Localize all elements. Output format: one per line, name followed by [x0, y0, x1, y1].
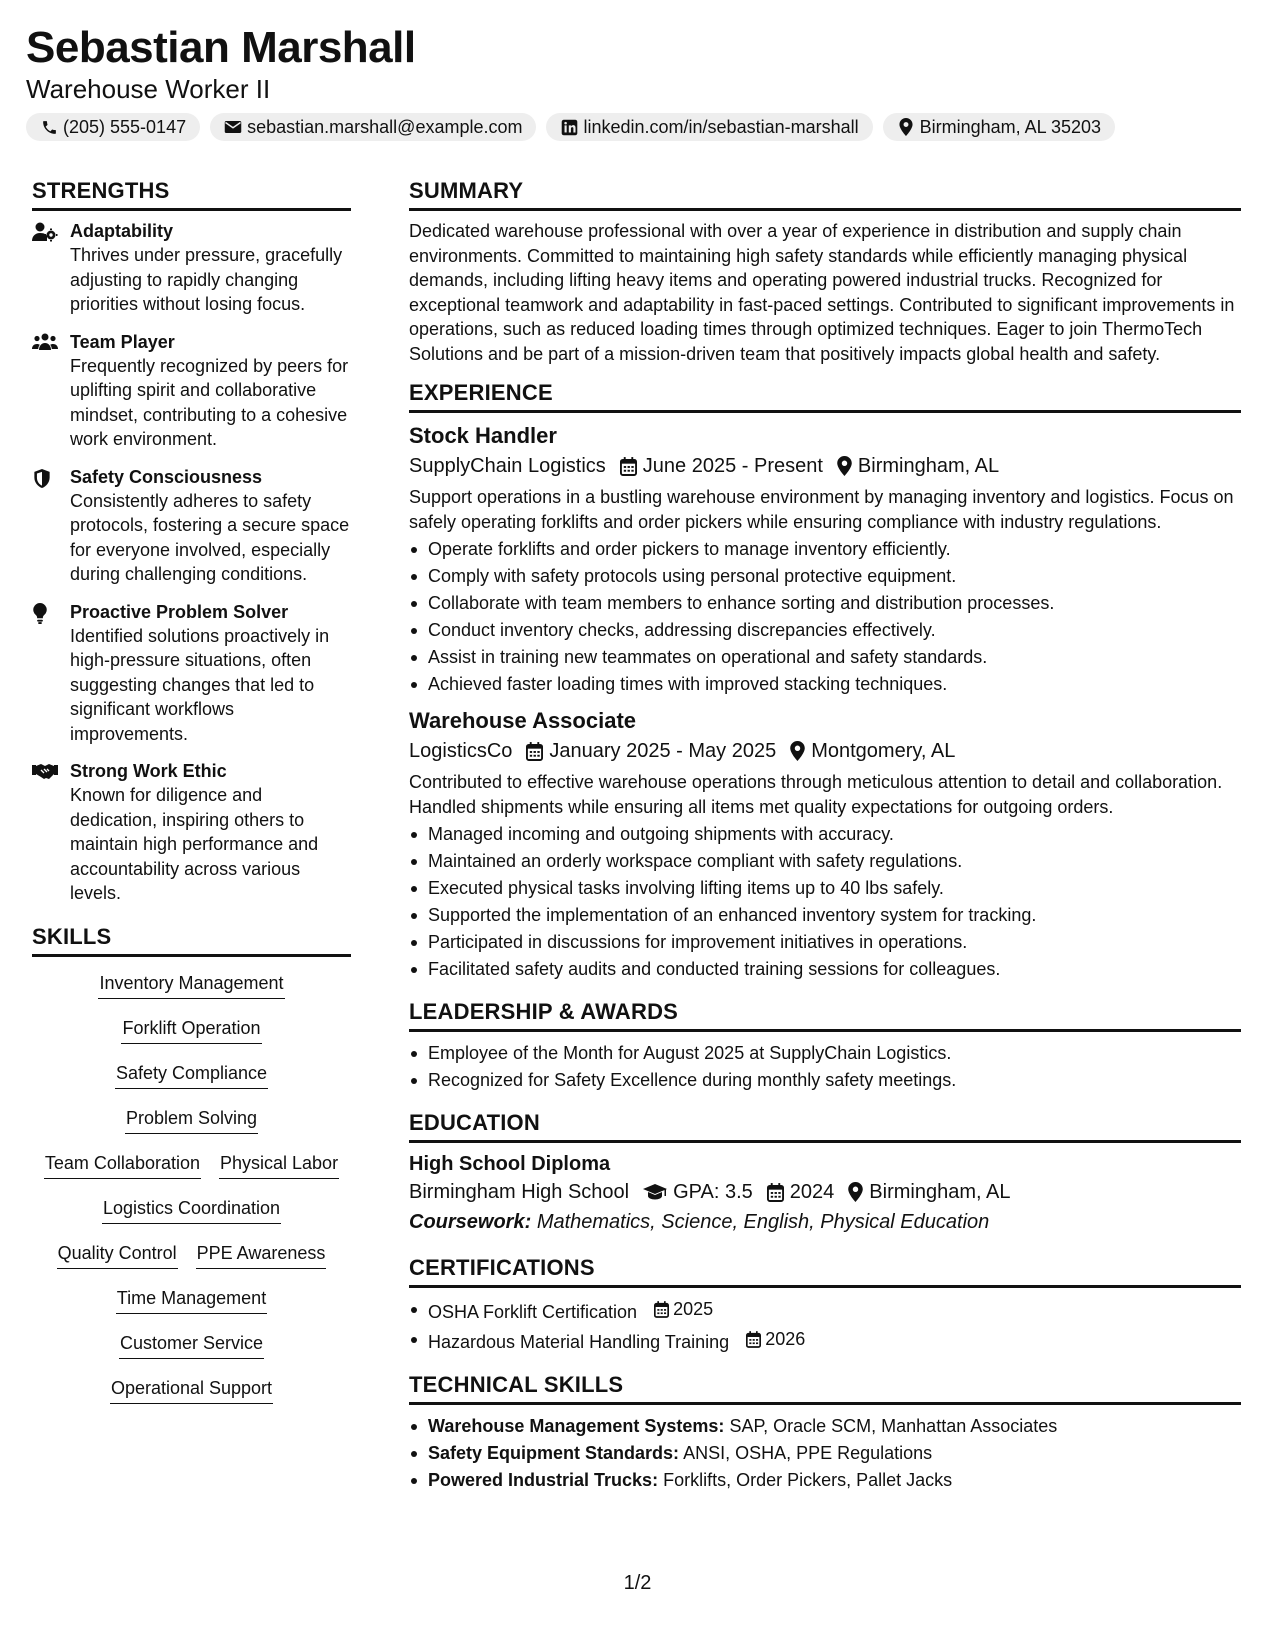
email-contact[interactable]: [210, 113, 536, 141]
gpa-text: GPA: 3.5: [673, 1181, 753, 1203]
degree-name: High School Diploma: [409, 1153, 611, 1175]
page-number: 1/2: [623, 1572, 652, 1594]
education-meta: [409, 1177, 1241, 1207]
calendar-icon: [654, 1301, 669, 1318]
calendar-icon: [620, 457, 637, 476]
strength-name: Adaptability: [70, 221, 174, 241]
list-item: Operate forklifts and order pickers to manage inventory efficiently.: [409, 536, 1241, 563]
coursework-list: Mathematics, Science, English, Physical Education: [536, 1211, 990, 1233]
calendar-icon: [526, 742, 543, 761]
skill-tag: Problem Solving: [125, 1106, 258, 1134]
skill-tag: Inventory Management: [98, 971, 284, 999]
skill-tag: Safety Compliance: [115, 1061, 268, 1089]
technical-skills-list: [409, 1413, 1241, 1494]
list-item: [409, 1440, 1241, 1467]
list-item: Collaborate with team members to enhance sorting and distribution processes.: [409, 590, 1241, 617]
strength-description: Thrives under pressure, gracefully adjusting to rapidly changing priorities without losing focus.: [70, 245, 343, 314]
list-item: [409, 1413, 1241, 1440]
tech-skill-value: SAP, Oracle SCM, Manhattan Associates: [729, 1416, 1058, 1436]
graduation-year: 2024: [789, 1181, 835, 1203]
strength-description: Known for diligence and dedication, inspiring others to maintain high performance and accountability across various levels.: [70, 785, 319, 903]
skill-tag: Team Collaboration: [44, 1151, 201, 1179]
graduation-cap-icon: [643, 1183, 667, 1201]
list-item: Supported the implementation of an enhanced inventory system for tracking.: [409, 902, 1241, 929]
company-name: LogisticsCo: [409, 740, 513, 762]
list-item: Conduct inventory checks, addressing discrepancies effectively.: [409, 617, 1241, 644]
school-name: Birmingham High School: [409, 1181, 630, 1203]
location-text: Birmingham, AL 35203: [919, 116, 1102, 137]
list-item: Achieved faster loading times with improved stacking techniques.: [409, 671, 1241, 698]
list-item: Executed physical tasks involving lifting items up to 40 lbs safely.: [409, 875, 1241, 902]
leadership-list: [409, 1040, 1241, 1094]
job-meta: [409, 736, 1241, 766]
company-name: SupplyChain Logistics: [409, 455, 606, 477]
job-description: Contributed to effective warehouse operations through meticulous attention to detail and collaboration. Handled shipments while ensuring all items met quality expectations for outgoing orders.: [409, 772, 1223, 817]
job-meta: [409, 451, 1241, 481]
phone-contact[interactable]: [26, 113, 200, 141]
strength-item: [32, 759, 351, 906]
skill-tag: Physical Labor: [219, 1151, 339, 1179]
tech-skill-value: ANSI, OSHA, PPE Regulations: [683, 1443, 933, 1463]
tech-skill-label: Warehouse Management Systems:: [428, 1416, 725, 1436]
list-item: [409, 1296, 1241, 1326]
linkedin-contact[interactable]: [546, 113, 872, 141]
strength-name: Team Player: [70, 331, 175, 352]
envelope-icon: [224, 118, 242, 136]
linkedin-text: linkedin.com/in/sebastian-marshall: [583, 116, 859, 137]
strength-name: Strong Work Ethic: [70, 761, 227, 781]
experience-heading: EXPERIENCE: [409, 378, 1241, 413]
map-pin-icon: [897, 118, 915, 136]
map-pin-icon: [837, 456, 852, 476]
job-bullets: [409, 536, 1241, 698]
list-item: [409, 1326, 1241, 1356]
skill-tag: Forklift Operation: [121, 1016, 261, 1044]
strength-item: [32, 219, 351, 317]
skills-list: [32, 965, 351, 1415]
strength-name: Proactive Problem Solver: [70, 601, 289, 622]
right-column: [409, 176, 1241, 1494]
handshake-icon: [32, 759, 70, 906]
tech-skill-label: Powered Industrial Trucks:: [428, 1470, 659, 1490]
certification-year: 2025: [673, 1299, 714, 1319]
job-bullets: [409, 821, 1241, 983]
user-gear-icon: [32, 219, 70, 317]
job-title: Stock Handler: [409, 423, 557, 448]
certifications-heading: CERTIFICATIONS: [409, 1253, 1241, 1288]
calendar-icon: [767, 1183, 784, 1202]
list-item: Participated in discussions for improvement initiatives in operations.: [409, 929, 1241, 956]
map-pin-icon: [848, 1182, 863, 1202]
phone-text: (205) 555-0147: [63, 116, 187, 137]
strength-description: Consistently adheres to safety protocols, fostering a secure space for everyone involved, especially during challenging conditions.: [70, 490, 350, 584]
left-column: [32, 176, 351, 1415]
certification-name: Hazardous Material Handling Training: [428, 1332, 730, 1352]
strength-item: [32, 465, 351, 587]
list-item: [409, 1467, 1241, 1494]
phone-icon: [40, 118, 58, 136]
job-dates: January 2025 - May 2025: [549, 740, 777, 762]
candidate-title: Warehouse Worker II: [26, 74, 271, 104]
job-entry: [409, 706, 1241, 983]
coursework-label: Coursework:: [409, 1211, 532, 1233]
linkedin-icon: [560, 118, 578, 136]
list-item: Maintained an orderly workspace compliant with safety regulations.: [409, 848, 1241, 875]
skill-tag: Customer Service: [119, 1331, 264, 1359]
skill-tag: Time Management: [116, 1286, 267, 1314]
map-pin-icon: [790, 741, 805, 761]
education-entry: [409, 1151, 1241, 1237]
skills-heading: SKILLS: [32, 922, 351, 957]
job-description: Support operations in a bustling warehouse environment by managing inventory and logistics. Focus on safely operating forklifts and order pickers while ensuring compliance with industry regulations.: [409, 487, 1234, 532]
list-item: Employee of the Month for August 2025 at SupplyChain Logistics.: [409, 1040, 1241, 1067]
strength-item: [32, 600, 351, 747]
strengths-heading: STRENGTHS: [32, 176, 351, 211]
location-contact: [883, 113, 1115, 141]
job-location: Birmingham, AL: [857, 455, 1000, 477]
lightbulb-icon: [32, 600, 70, 747]
technical-skills-heading: TECHNICAL SKILLS: [409, 1370, 1241, 1405]
job-entry: [409, 421, 1241, 698]
summary-heading: SUMMARY: [409, 176, 1241, 211]
skill-tag: Operational Support: [110, 1376, 273, 1404]
strength-item: [32, 330, 351, 452]
skill-tag: Quality Control: [57, 1241, 178, 1269]
email-text: sebastian.marshall@example.com: [247, 116, 523, 137]
education-heading: EDUCATION: [409, 1108, 1241, 1143]
list-item: Comply with safety protocols using personal protective equipment.: [409, 563, 1241, 590]
candidate-name: Sebastian Marshall: [26, 23, 416, 72]
list-item: Recognized for Safety Excellence during monthly safety meetings.: [409, 1067, 1241, 1094]
resume-header: [26, 22, 1251, 141]
coursework: [409, 1207, 1241, 1237]
people-group-icon: [32, 330, 70, 452]
skill-tag: PPE Awareness: [196, 1241, 327, 1269]
calendar-icon: [746, 1331, 761, 1348]
school-location: Birmingham, AL: [869, 1181, 1011, 1203]
certification-year: 2026: [765, 1329, 806, 1349]
contact-bar: [26, 113, 1251, 141]
job-location: Montgomery, AL: [811, 740, 956, 762]
job-title: Warehouse Associate: [409, 708, 637, 733]
leadership-heading: LEADERSHIP & AWARDS: [409, 997, 1241, 1032]
tech-skill-value: Forklifts, Order Pickers, Pallet Jacks: [663, 1470, 953, 1490]
skill-tag: Logistics Coordination: [102, 1196, 281, 1224]
strength-description: Identified solutions proactively in high-pressure situations, often suggesting changes that led to significant workflows improvements.: [70, 625, 330, 744]
list-item: Facilitated safety audits and conducted training sessions for colleagues.: [409, 956, 1241, 983]
certification-name: OSHA Forklift Certification: [428, 1302, 638, 1322]
list-item: Assist in training new teammates on operational and safety standards.: [409, 644, 1241, 671]
list-item: Managed incoming and outgoing shipments with accuracy.: [409, 821, 1241, 848]
summary-text: Dedicated warehouse professional with over a year of experience in distribution and supply chain environments. Committed to maintaining high safety standards while efficiently managing physical demands, including lifting heavy items and operating powered industrial trucks. Recognized for exceptional teamwork and adaptability in fast-paced settings. Contributed to significant improvements in operations, such as reduced loading times through optimized techniques. Eager to join ThermoTech Solutions and be part of a mission-driven team that positively impacts global health and safety.: [409, 221, 1235, 364]
shield-icon: [32, 465, 70, 587]
strength-name: Safety Consciousness: [70, 466, 263, 487]
certifications-list: [409, 1296, 1241, 1356]
tech-skill-label: Safety Equipment Standards:: [428, 1443, 680, 1463]
strength-description: Frequently recognized by peers for uplifting spirit and collaborative mindset, contributing to a cohesive work environment.: [70, 355, 349, 449]
job-dates: June 2025 - Present: [642, 455, 823, 477]
